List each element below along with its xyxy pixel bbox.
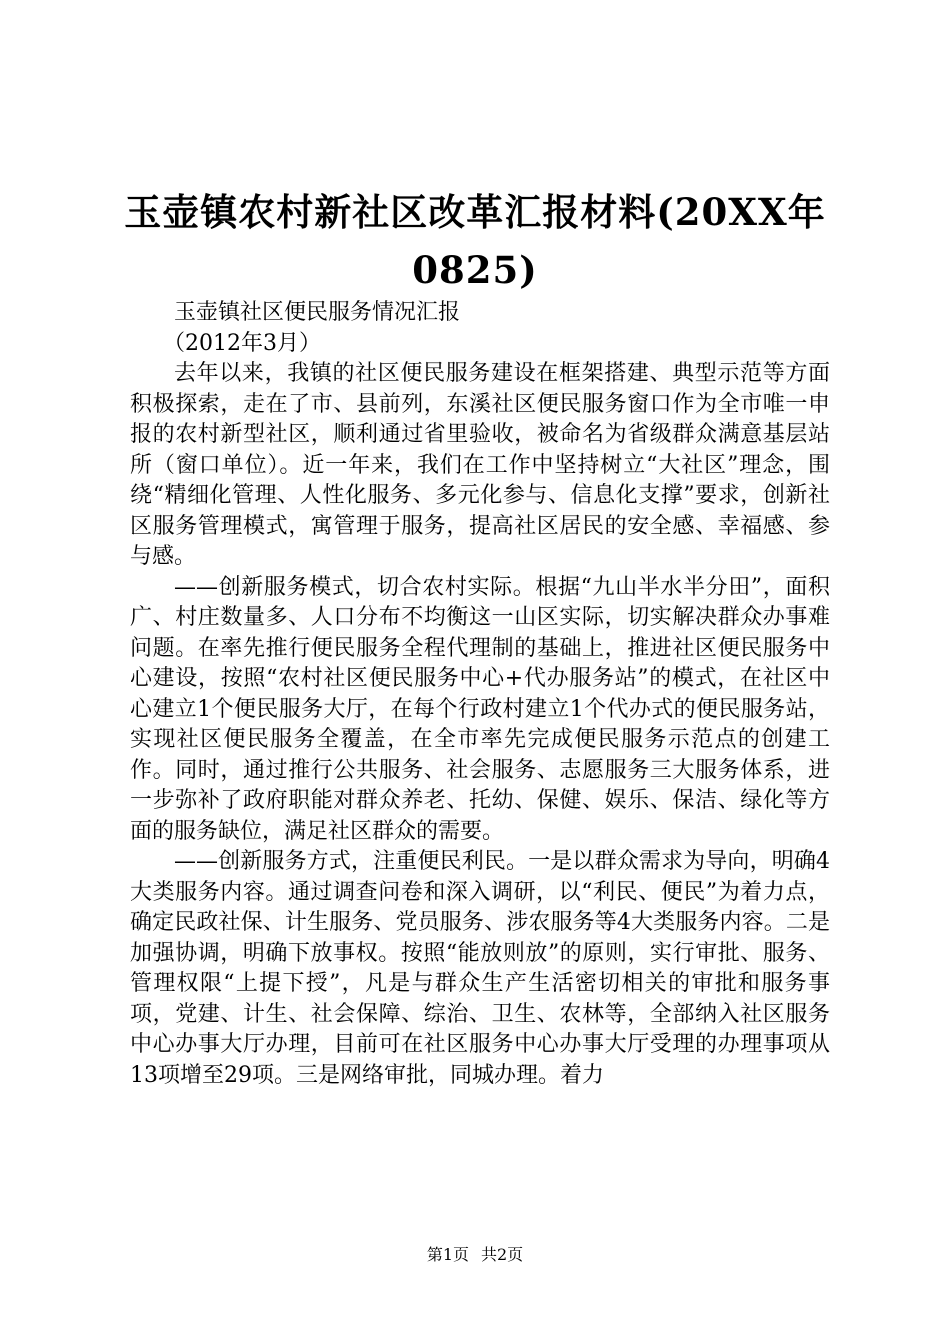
document-subtitle: 玉壶镇社区便民服务情况汇报 (174, 300, 461, 325)
page-total: 共2页 (481, 1245, 524, 1264)
paragraph-intro: 去年以来，我镇的社区便民服务建设在框架搭建、典型示范等方面积极探索，走在了市、县前列，东溪社区便民服务窗口作为全市唯一申报的农村新型社区，顺利通过省里验收，被命名为省级群众满意基层站所（窗口单位）。近一年来，我们在工作中坚持树立“大社区”理念，围绕“精细化管理、人性化服务、多元化参与、信息化支撑”要求，创新社区服务管理模式，寓管理于服务，提高社区居民的安全感、幸福感、参与感。 (130, 361, 830, 569)
paragraph-service-model: ——创新服务模式，切合农村实际。根据“九山半水半分田”，面积广、村庄数量多、人口分布不均衡这一山区实际，切实解决群众办事难问题。在率先推行便民服务全程代理制的基础上，推进社区便民服务中心建设，按照“农村社区便民服务中心+代办服务站”的模式，在社区中心建立1个便民服务大厅，在每个行政村建立1个代办式的便民服务站，实现社区便民服务全覆盖，在全市率先完成便民服务示范点的创建工作。同时，通过推行公共服务、社会服务、志愿服务三大服务体系，进一步弥补了政府职能对群众养老、托幼、保健、娱乐、保洁、绿化等方面的服务缺位，满足社区群众的需要。 (130, 574, 830, 844)
document-title-line-2: 0825) (412, 248, 538, 292)
document-title-line-1: 玉壶镇农村新社区改革汇报材料(20XX年 (124, 190, 826, 234)
document-body (130, 298, 830, 1091)
page-footer (0, 1245, 950, 1265)
page-number: 第1页 (426, 1245, 469, 1264)
document-date: （2012年3月） (163, 330, 321, 356)
paragraph-service-method: ——创新服务方式，注重便民利民。一是以群众需求为导向，明确4大类服务内容。通过调查问卷和深入调研，以“利民、便民”为着力点，确定民政社保、计生服务、党员服务、涉农服务等4大类服务内容。二是加强协调，明确下放事权。按照“能放则放”的原则，实行审批、服务、管理权限“上提下授”，凡是与群众生产生活密切相关的审批和服务事项，党建、计生、社会保障、综治、卫生、农林等，全部纳入社区服务中心办事大厅办理，目前可在社区服务中心办事大厅受理的办理事项从13项增至29项。三是网络审批，同城办理。着力 (130, 849, 830, 1088)
